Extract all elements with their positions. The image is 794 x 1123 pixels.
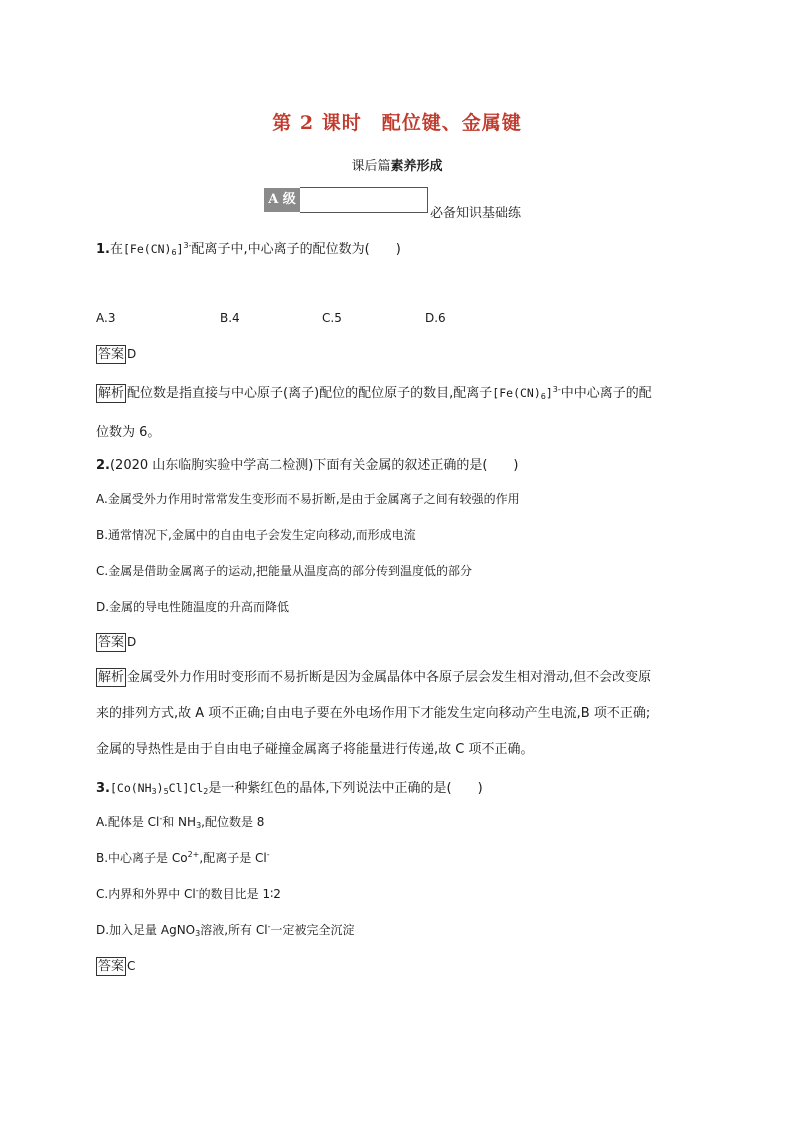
answer-value: C: [127, 959, 136, 973]
q1-analysis-formula: [Fe(CN): [492, 386, 541, 400]
q3-option-c-text-2: 的数目比是 1∶2: [198, 887, 281, 901]
q2-option-d: D.金属的导电性随温度的升高而降低: [96, 600, 290, 614]
q3-formula-sub: 3: [151, 787, 157, 796]
answer-value: D: [127, 347, 137, 361]
question-number: 3.: [96, 781, 110, 796]
question-3-stem: [96, 777, 483, 796]
q2-option-b: B.通常情况下,金属中的自由电子会发生定向移动,而形成电流: [96, 528, 416, 542]
q3-option-d-sub: 3: [195, 929, 201, 938]
subtitle-prefix: 课后篇: [351, 159, 391, 174]
q3-answer: [96, 957, 135, 976]
section-subtitle: [0, 155, 794, 174]
q3-option-b-text: B.中心离子是 Co: [96, 851, 188, 865]
q3-option-d-sup: -: [267, 922, 271, 931]
q3-option-a-text-2: 和 NH: [162, 815, 197, 829]
q1-analysis-formula-close: ]: [545, 386, 553, 400]
q1-answer: [96, 345, 136, 364]
q3-option-c-text: C.内界和外界中 Cl: [96, 887, 196, 901]
level-box: [300, 187, 428, 213]
q3-option-d: [96, 921, 354, 938]
q3-option-a-text: A.配体是 Cl: [96, 815, 160, 829]
q1-analysis-formula-sub: 6: [540, 392, 546, 401]
q2-analysis-text-3: 金属的导热性是由于自由电子碰撞金属离子将能量进行传递,故 C 项不正确。: [96, 742, 534, 757]
q1-analysis-formula-sup: 3-: [552, 385, 561, 394]
q1-option-b: B.4: [220, 311, 240, 325]
q2-option-c: C.金属是借助金属离子的运动,把能量从温度高的部分传到温度低的部分: [96, 564, 473, 578]
q2-option-a: A.金属受外力作用时常常发生变形而不易折断,是由于金属离子之间有较强的作用: [96, 492, 520, 506]
question-number: 1.: [96, 242, 110, 257]
q3-option-d-text-2: 溶液,所有 Cl: [200, 923, 268, 937]
q3-option-b-sup: 2+: [187, 850, 200, 859]
level-badge: A 级: [264, 188, 300, 212]
q3-formula: [Co(NH: [109, 781, 152, 795]
q3-formula-2: ): [156, 781, 164, 795]
q2-analysis-text-2: 来的排列方式,故 A 项不正确;自由电子要在外电场作用下才能发生定向移动产生电流,B 项不正确;: [96, 706, 651, 721]
level-label: 必备知识基础练: [430, 206, 522, 221]
q3-formula-3: Cl]Cl: [168, 781, 204, 795]
q1-analysis-text: 配位数是指直接与中心原子(离子)配位的配位原子的数目,配离子: [127, 386, 493, 401]
q1-formula-sup: 3-: [183, 241, 192, 250]
q3-option-b: [96, 849, 270, 866]
q3-option-b-text-2: ,配离子是 Cl: [199, 851, 267, 865]
analysis-tag: 解析: [98, 386, 125, 401]
q3-option-a-sub: 3: [196, 821, 202, 830]
q3-formula-sub-2: 5: [163, 787, 169, 796]
question-2-stem: [96, 454, 519, 473]
q3-option-c: [96, 885, 281, 902]
question-1-stem: [96, 238, 401, 257]
analysis-tag: 解析: [98, 670, 125, 685]
q3-formula-sub-3: 2: [203, 787, 209, 796]
q1-analysis: [96, 372, 700, 451]
subtitle-bold: 素养形成: [390, 159, 443, 174]
q1-text: 在: [109, 242, 123, 257]
q2-analysis: [96, 660, 700, 768]
page-title: 第 2 课时 配位键、金属键: [272, 112, 522, 134]
q1-formula-sub: 6: [171, 248, 177, 257]
answer-tag: 答案: [98, 347, 125, 362]
answer-tag: 答案: [98, 959, 125, 974]
q1-option-a: A.3: [96, 311, 116, 325]
q3-text: 是一种紫红色的晶体,下列说法中正确的是( ): [208, 781, 483, 796]
q3-option-c-sup: -: [195, 886, 199, 895]
q2-analysis-text: 金属受外力作用时变形而不易折断是因为金属晶体中各原子层会发生相对滑动,但不会改变原: [127, 670, 652, 685]
q3-option-a-text-3: ,配位数是 8: [201, 815, 265, 829]
q3-option-a-sup: -: [159, 814, 163, 823]
q1-analysis-text-3: 位数为 6。: [96, 425, 161, 440]
q1-analysis-text-2: 中中心离子的配: [560, 386, 652, 401]
q2-text: (2020 山东临朐实验中学高二检测)下面有关金属的叙述正确的是( ): [109, 458, 519, 473]
q3-option-a: [96, 813, 264, 830]
q1-option-c: C.5: [322, 311, 342, 325]
answer-value: D: [127, 635, 137, 649]
q3-option-b-sup-2: -: [266, 850, 270, 859]
q3-option-d-text: D.加入足量 AgNO: [96, 923, 196, 937]
q1-formula-close: ]: [176, 242, 184, 256]
q2-answer: [96, 633, 136, 652]
q1-option-d: D.6: [425, 311, 446, 325]
answer-tag: 答案: [98, 635, 125, 650]
q1-formula: [Fe(CN): [123, 242, 172, 256]
q1-text-end: 配离子中,中心离子的配位数为( ): [191, 242, 401, 257]
q3-option-d-text-3: 一定被完全沉淀: [270, 923, 355, 937]
question-number: 2.: [96, 458, 110, 473]
